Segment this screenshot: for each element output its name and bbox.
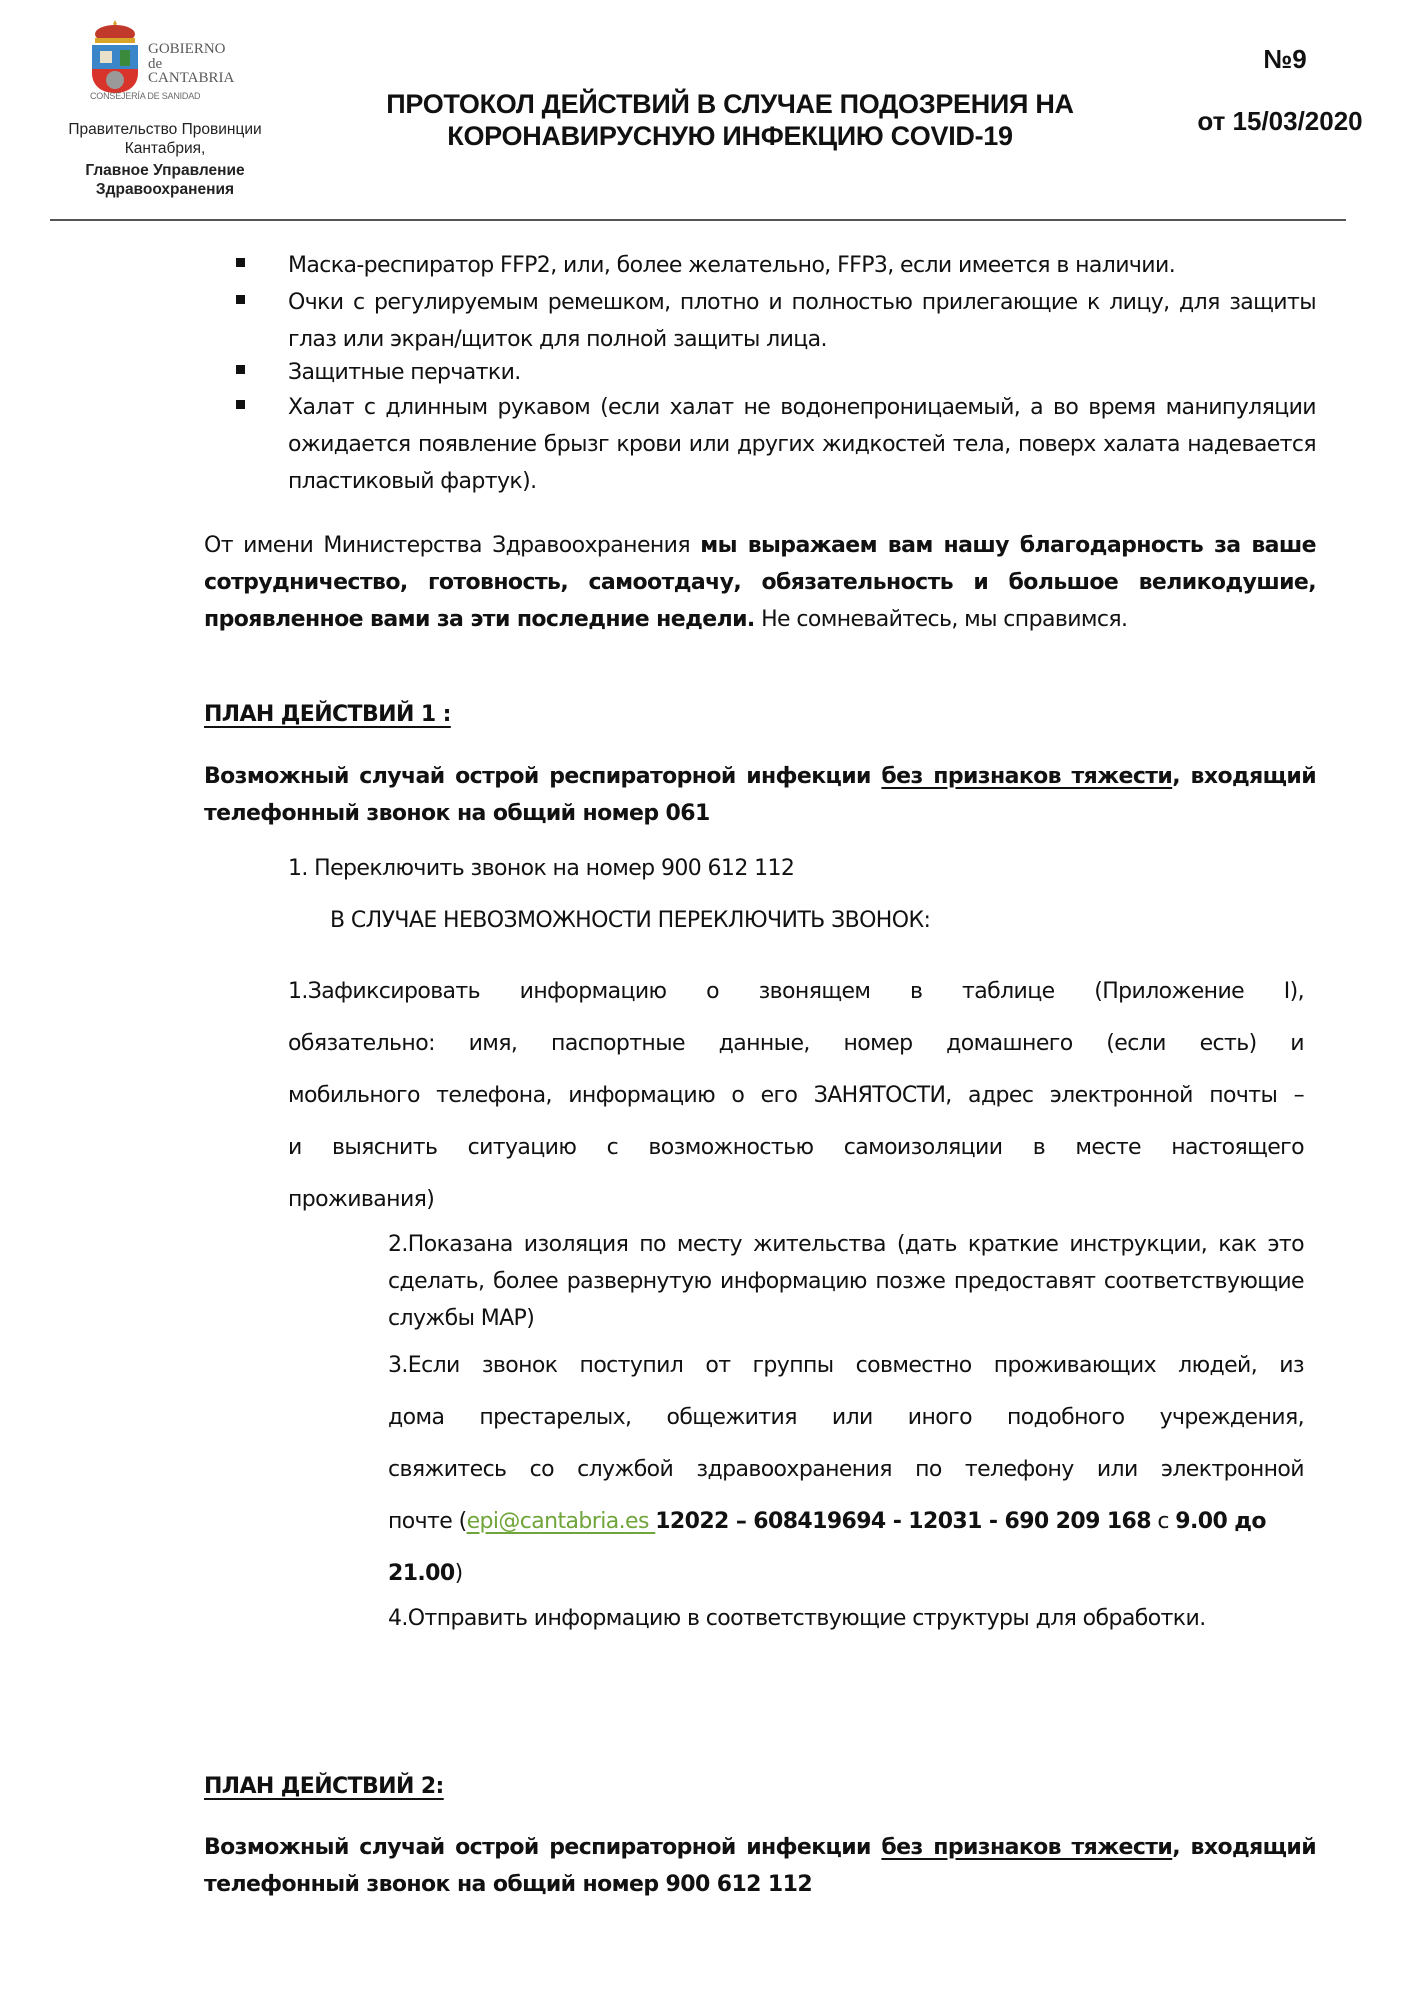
plan-1-subtitle bbox=[204, 758, 1316, 832]
ppe-list-item-text: Халат с длинным рукавом (если халат не водонепроницаемый, а во время манипуляции ожидается появление брызг крови или других жидкостей тела, поверх халата надевается пластиковый фартук). bbox=[288, 395, 1316, 494]
plan-2-subtitle-underlined: без признаков тяжести bbox=[881, 1835, 1173, 1860]
plan-1-subtitle-underlined: без признаков тяжести bbox=[881, 764, 1173, 789]
document-title-line-2: КОРОНАВИРУСНУЮ ИНФЕКЦИЮ COVID-19 bbox=[447, 121, 1013, 151]
plan-1-item-3-end-line bbox=[388, 1548, 1304, 1600]
ppe-list-item bbox=[236, 284, 1316, 358]
plan-2-subtitle-pre: Возможный случай острой респираторной инфекции bbox=[204, 1835, 882, 1860]
government-line-2: Кантабрия, bbox=[124, 140, 206, 157]
plan-1-item-3-line: 3.Если звонок поступил от группы совместно проживающих людей, из bbox=[388, 1353, 1304, 1378]
government-line-3: Главное Управление bbox=[85, 162, 245, 179]
plan-1-item-3-contact-line bbox=[388, 1496, 1304, 1548]
plan-1-subtitle-pre: Возможный случай острой респираторной инфекции bbox=[204, 764, 882, 789]
logo-line-1: GOBIERNO bbox=[148, 41, 226, 57]
plan-1-item-3-line: свяжитесь со службой здравоохранения по телефону или электронной bbox=[388, 1457, 1304, 1482]
ppe-list-item bbox=[236, 354, 1316, 391]
government-block bbox=[50, 120, 280, 199]
gratitude-bold: мы выражаем вам нашу благодарность за ваше сотрудничество, готовность, самоотдачу, обязательность и большое великодушие, проявленное вами за эти последние недели. bbox=[204, 533, 1316, 632]
plan-2-subtitle-post: , входящий телефонный звонок на общий номер 900 612 112 bbox=[204, 1835, 1317, 1897]
contact-phones: 12022 – 608419694 - 12031 - 690 209 168 bbox=[655, 1509, 1151, 1534]
plan-1-item-3 bbox=[388, 1340, 1304, 1600]
contact-from-time: 9.00 до bbox=[1175, 1509, 1266, 1534]
ppe-list-item bbox=[236, 247, 1316, 284]
logo-line-2: de bbox=[148, 56, 163, 72]
plan-1-heading: ПЛАН ДЕЙСТВИЙ 1 : bbox=[204, 702, 451, 727]
plan-1-item-1-line: проживания) bbox=[288, 1187, 435, 1212]
plan-1-item-2: 2.Показана изоляция по месту жительства (дать краткие инструкции, как это сделать, более развернутую информацию позже предоставят соответствующие службы MAP) bbox=[388, 1232, 1304, 1331]
plan-1-item-1-line: обязательно: имя, паспортные данные, номер домашнего (если есть) и bbox=[288, 1031, 1304, 1056]
document-date: от 15/03/2020 bbox=[1197, 106, 1363, 136]
ppe-list-item-text: Очки с регулируемым ремешком, плотно и полностью прилегающие к лицу, для защиты глаз или экран/щиток для полной защиты лица. bbox=[288, 290, 1316, 352]
plan-2-heading: ПЛАН ДЕЙСТВИЙ 2: bbox=[204, 1774, 444, 1799]
plan-1-step-1: 1. Переключить звонок на номер 900 612 112 bbox=[288, 856, 795, 881]
ppe-list-item-text: Маска-респиратор FFP2, или, более желательно, FFP3, если имеется в наличии. bbox=[288, 253, 1176, 278]
plan-1-item-1-line: мобильного телефона, информацию о его ЗАНЯТОСТИ, адрес электронной почты – bbox=[288, 1083, 1304, 1108]
contact-prefix: почте ( bbox=[388, 1509, 467, 1534]
plan-1-item-1-line: и выяснить ситуацию с возможностью самоизоляции в месте настоящего bbox=[288, 1135, 1304, 1160]
contact-suffix: ) bbox=[454, 1561, 463, 1586]
plan-1-item-3-line: дома престарелых, общежития или иного подобного учреждения, bbox=[388, 1405, 1304, 1430]
bullet-icon bbox=[236, 365, 245, 374]
email-link[interactable]: epi@cantabria.es bbox=[466, 1509, 656, 1534]
header-divider bbox=[50, 219, 1346, 221]
contact-to-time: 21.00 bbox=[388, 1561, 455, 1586]
ppe-list-item-text: Защитные перчатки. bbox=[288, 360, 521, 385]
coat-of-arms-icon bbox=[84, 18, 146, 96]
logo-line-3: CANTABRIA bbox=[148, 70, 235, 86]
document-number: №9 bbox=[1263, 44, 1307, 74]
gratitude-intro: От имени Министерства Здравоохранения bbox=[204, 533, 701, 558]
bullet-icon bbox=[236, 258, 245, 267]
logo-subtitle: CONSEJERÍA DE SANIDAD bbox=[90, 91, 201, 101]
cantabria-logo bbox=[84, 18, 264, 108]
document-title bbox=[340, 88, 1120, 152]
bullet-icon bbox=[236, 400, 245, 409]
ppe-list-item bbox=[236, 389, 1316, 500]
contact-from-word: с bbox=[1150, 1509, 1176, 1534]
document-title-line-1: ПРОТОКОЛ ДЕЙСТВИЙ В СЛУЧАЕ ПОДОЗРЕНИЯ НА bbox=[386, 89, 1074, 119]
plan-1-item-1-line: 1.Зафиксировать информацию о звонящем в таблице (Приложение I), bbox=[288, 979, 1304, 1004]
plan-2-subtitle bbox=[204, 1829, 1316, 1903]
government-line-1: Правительство Провинции bbox=[68, 121, 262, 138]
gratitude-paragraph bbox=[204, 527, 1316, 638]
plan-1-item-4: 4.Отправить информацию в соответствующие структуры для обработки. bbox=[388, 1606, 1206, 1631]
plan-1-fallback-heading: В СЛУЧАЕ НЕВОЗМОЖНОСТИ ПЕРЕКЛЮЧИТЬ ЗВОНОК: bbox=[330, 908, 931, 933]
gratitude-outro: Не сомневайтесь, мы справимся. bbox=[754, 607, 1128, 632]
plan-1-subtitle-post: , входящий телефонный звонок на общий номер 061 bbox=[204, 764, 1317, 826]
government-line-4: Здравоохранения bbox=[95, 181, 235, 198]
plan-1-item-1 bbox=[288, 966, 1304, 1226]
bullet-icon bbox=[236, 295, 245, 304]
